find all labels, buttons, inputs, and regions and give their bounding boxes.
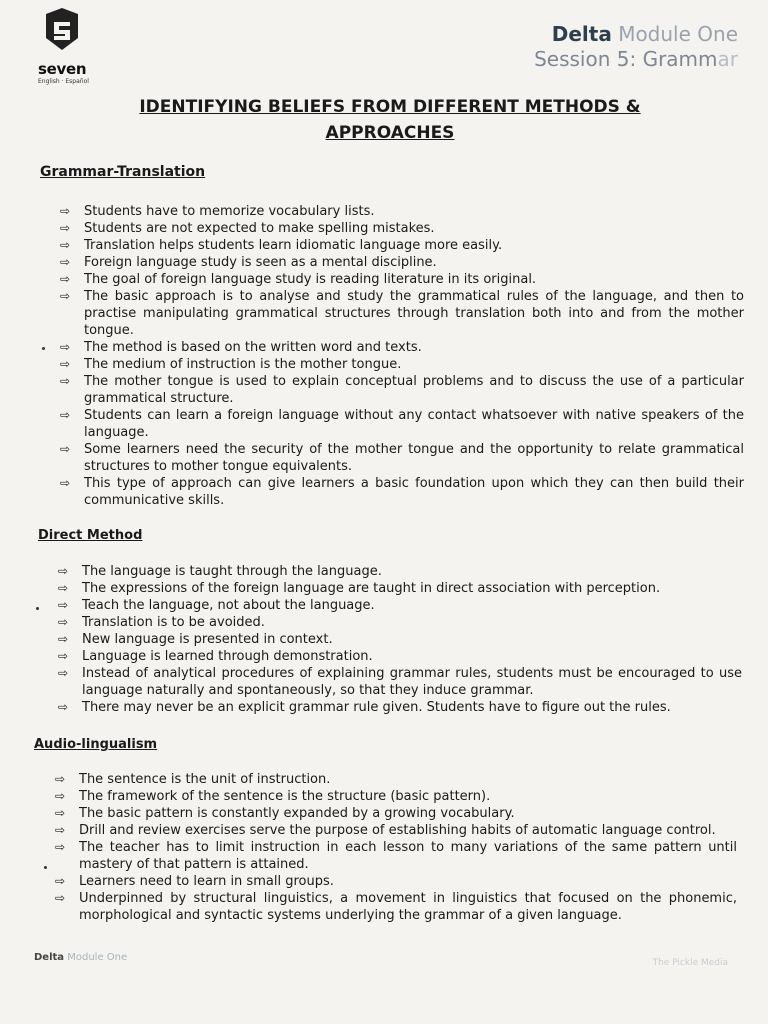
- arrow-bullet-icon: ⇨: [55, 874, 66, 888]
- list-item: [60, 271, 744, 288]
- list-item: [58, 631, 742, 648]
- section-heading-direct-method: Direct Method: [38, 528, 143, 543]
- list-item-text: Students are not expected to make spelling mistakes.: [84, 221, 435, 236]
- grammar-translation-list: [60, 203, 744, 509]
- arrow-bullet-icon: ⇨: [60, 340, 71, 354]
- course-header: [534, 22, 738, 72]
- page-title: [60, 94, 720, 146]
- arrow-bullet-icon: ⇨: [55, 772, 66, 786]
- header-session-fade: ar: [717, 47, 738, 71]
- list-item: [60, 441, 744, 475]
- arrow-bullet-icon: ⇨: [58, 700, 69, 714]
- arrow-bullet-icon: ⇨: [55, 823, 66, 837]
- list-item: [58, 648, 742, 665]
- list-item: [60, 254, 744, 271]
- list-item-text: The goal of foreign language study is reading literature in its original.: [84, 272, 537, 287]
- logo: [38, 8, 102, 88]
- section-heading-grammar-translation: Grammar-Translation: [40, 164, 206, 180]
- list-item-text: Teach the language, not about the language.: [82, 598, 375, 613]
- list-item-text: Foreign language study is seen as a mental discipline.: [84, 255, 437, 270]
- list-item: [60, 407, 744, 441]
- arrow-bullet-icon: ⇨: [60, 374, 71, 388]
- arrow-bullet-icon: ⇨: [58, 649, 69, 663]
- list-item-text: The basic approach is to analyse and study the grammatical rules of the language, and then to practise manipulating grammatical structures through translation both into and from the mother tongue.: [84, 289, 744, 338]
- arrow-bullet-icon: ⇨: [60, 238, 71, 252]
- stray-mark: [44, 866, 47, 869]
- list-item: [58, 665, 742, 699]
- list-item-text: The expressions of the foreign language are taught in direct association with perception.: [82, 581, 661, 596]
- arrow-bullet-icon: ⇨: [60, 204, 71, 218]
- list-item-text: The language is taught through the language.: [82, 564, 382, 579]
- list-item: [60, 220, 744, 237]
- arrow-bullet-icon: ⇨: [58, 564, 69, 578]
- list-item: [60, 339, 744, 356]
- arrow-bullet-icon: ⇨: [55, 789, 66, 803]
- arrow-bullet-icon: ⇨: [58, 581, 69, 595]
- list-item: [55, 873, 737, 890]
- list-item-text: Translation helps students learn idiomatic language more easily.: [84, 238, 503, 253]
- list-item-text: Some learners need the security of the mother tongue and the opportunity to relate grammatical structures to mother tongue equivalents.: [84, 442, 744, 474]
- header-delta: Delta: [551, 22, 612, 46]
- arrow-bullet-icon: ⇨: [60, 272, 71, 286]
- title-line-1: IDENTIFYING BELIEFS FROM DIFFERENT METHODS &: [139, 97, 641, 117]
- list-item: [58, 614, 742, 631]
- list-item: [55, 890, 737, 924]
- audio-lingualism-list: [55, 771, 737, 924]
- logo-subtitle: English · Español: [38, 78, 89, 85]
- logo-wordmark: seven: [38, 60, 87, 78]
- arrow-bullet-icon: ⇨: [60, 442, 71, 456]
- list-item-text: The framework of the sentence is the structure (basic pattern).: [79, 789, 491, 804]
- list-item-text: The basic pattern is constantly expanded by a growing vocabulary.: [79, 806, 515, 821]
- arrow-bullet-icon: ⇨: [60, 289, 71, 303]
- arrow-bullet-icon: ⇨: [58, 615, 69, 629]
- list-item: [60, 475, 744, 509]
- footer-module: Module One: [67, 952, 128, 963]
- list-item-text: The mother tongue is used to explain conceptual problems and to discuss the use of a particular grammatical structure.: [84, 374, 744, 406]
- title-line-2: APPROACHES: [325, 123, 455, 143]
- arrow-bullet-icon: ⇨: [60, 357, 71, 371]
- list-item-text: Students can learn a foreign language without any contact whatsoever with native speakers of the language.: [84, 408, 744, 440]
- list-item-text: The teacher has to limit instruction in each lesson to many variations of the same pattern until mastery of that pattern is attained.: [79, 840, 737, 872]
- arrow-bullet-icon: ⇨: [58, 632, 69, 646]
- list-item-text: Language is learned through demonstration.: [82, 649, 373, 664]
- arrow-bullet-icon: ⇨: [60, 221, 71, 235]
- section-heading-audio-lingualism: Audio-lingualism: [34, 737, 158, 752]
- arrow-bullet-icon: ⇨: [60, 408, 71, 422]
- stray-mark: [42, 347, 45, 350]
- list-item: [58, 597, 742, 614]
- direct-method-list: [58, 563, 742, 716]
- arrow-bullet-icon: ⇨: [58, 598, 69, 612]
- list-item: [55, 805, 737, 822]
- list-item-text: The medium of instruction is the mother tongue.: [84, 357, 402, 372]
- list-item-text: The sentence is the unit of instruction.: [79, 772, 331, 787]
- seven-logo-mark-icon: [42, 8, 82, 52]
- list-item: [60, 356, 744, 373]
- list-item-text: Translation is to be avoided.: [82, 615, 265, 630]
- list-item: [55, 822, 737, 839]
- list-item-text: Drill and review exercises serve the purpose of establishing habits of automatic language control.: [79, 823, 716, 838]
- list-item-text: Instead of analytical procedures of explaining grammar rules, students must be encouraged to use language naturally and spontaneously, so that they induce grammar.: [82, 666, 742, 698]
- header-module: Module One: [618, 22, 738, 46]
- list-item: [55, 771, 737, 788]
- list-item-text: Underpinned by structural linguistics, a movement in linguistics that focused on the phonemic, morphological and syntactic systems underlying the grammar of a given language.: [79, 891, 737, 923]
- list-item-text: The method is based on the written word and texts.: [84, 340, 422, 355]
- footer-delta: Delta: [34, 952, 65, 963]
- footer-publisher: The Pickle Media: [652, 958, 728, 968]
- list-item: [60, 288, 744, 339]
- footer-course-label: [34, 952, 127, 963]
- list-item-text: There may never be an explicit grammar rule given. Students have to figure out the rules.: [82, 700, 671, 715]
- list-item-text: New language is presented in context.: [82, 632, 333, 647]
- header-session: Session 5: Gramm: [534, 47, 718, 71]
- list-item: [58, 699, 742, 716]
- arrow-bullet-icon: ⇨: [55, 891, 66, 905]
- arrow-bullet-icon: ⇨: [55, 806, 66, 820]
- list-item-text: This type of approach can give learners a basic foundation upon which they can then build their communicative skills.: [84, 476, 744, 508]
- arrow-bullet-icon: ⇨: [60, 476, 71, 490]
- list-item: [60, 373, 744, 407]
- arrow-bullet-icon: ⇨: [60, 255, 71, 269]
- arrow-bullet-icon: ⇨: [58, 666, 69, 680]
- list-item-text: Learners need to learn in small groups.: [79, 874, 334, 889]
- list-item-text: Students have to memorize vocabulary lists.: [84, 204, 375, 219]
- list-item: [60, 203, 744, 220]
- list-item: [58, 580, 742, 597]
- list-item: [55, 839, 737, 873]
- arrow-bullet-icon: ⇨: [55, 840, 66, 854]
- stray-mark: [36, 607, 39, 610]
- list-item: [58, 563, 742, 580]
- list-item: [60, 237, 744, 254]
- list-item: [55, 788, 737, 805]
